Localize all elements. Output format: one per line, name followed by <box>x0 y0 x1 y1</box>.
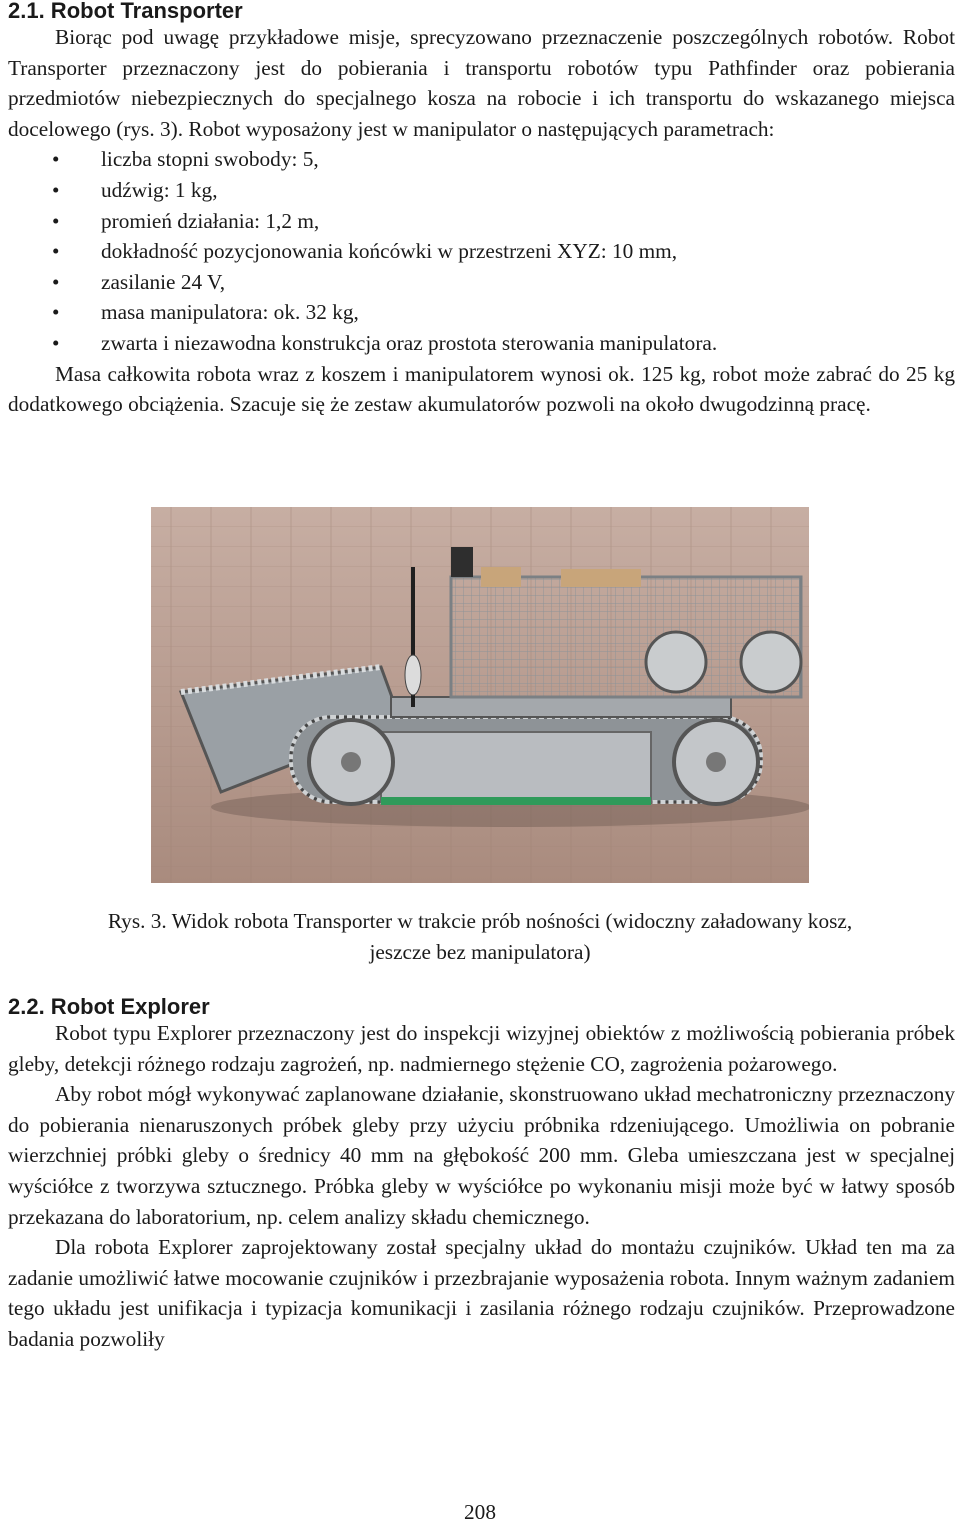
paragraph-transporter-intro: Biorąc pod uwagę przykładowe misje, sprecyzowano przeznaczenie poszczególnych robotów. Robot Transporter przeznaczony jest do pobierania i transportu robotów typu Pathfinder oraz pobierania przedmiotów niebezpiecznych do specjalnego kosza na robocie i ich transportu do wskazanego miejsca docelowego (rys. 3). Robot wyposażony jest w manipulator o następujących parametrach: <box>8 25 955 141</box>
list-item: • masa manipulatora: ok. 32 kg, <box>8 297 955 328</box>
figure-robot-photo <box>151 507 809 883</box>
section-heading-transporter: 2.1. Robot Transporter <box>8 0 243 23</box>
pathfinder-wheel <box>741 632 801 692</box>
paragraph-explorer-sensors: Dla robota Explorer zaprojektowany został specjalny układ do montażu czujników. Układ ten ma za zadanie umożliwić łatwe mocowanie czujników i przezbrajanie wyposażenia robota. Innym ważnym zadaniem tego układu jest unifikacja i typizacja komunikacji i zasilania różnego rodzaju czujników. Przeprowadzone badania pozwoliły <box>8 1235 955 1351</box>
chassis-box <box>381 732 651 802</box>
list-item: • zwarta i niezawodna konstrukcja oraz prostota sterowania manipulatora. <box>8 328 955 359</box>
cardboard-box <box>561 569 641 587</box>
bullet-icon: • <box>52 239 60 264</box>
bullet-icon: • <box>52 208 60 233</box>
bullet-icon: • <box>52 269 60 294</box>
list-item: • promień działania: 1,2 m, <box>8 206 955 237</box>
paragraph-explorer-intro: Robot typu Explorer przeznaczony jest do inspekcji wizyjnej obiektów z możliwością pobierania próbek gleby, detekcji różnego rodzaju zagrożeń, np. nadmiernego stężenie CO, zagrożenia pożarowego. <box>8 1021 955 1076</box>
top-deck <box>391 697 731 717</box>
robot-transporter-illustration <box>151 507 809 883</box>
cardboard-box <box>481 567 521 587</box>
list-item: • udźwig: 1 kg, <box>8 175 955 206</box>
paragraph-explorer-soil: Aby robot mógł wykonywać zaplanowane działanie, skonstruowano układ mechatroniczny przeznaczony do pobierania nienaruszonych próbek gleby przy użyciu próbnika rdzeniującego. Umożliwia on pobranie wierzchniej próbki gleby o średnicy 40 mm na głębokość 200 mm. Gleba umieszczana jest w specjalnej wyściółce z tworzywa sztucznego. Próbka gleby w wyściółce po wykonaniu misji może być w łatwy sposób przekazana do laboratorium, np. celem analizy składu chemicznego. <box>8 1082 955 1229</box>
paragraph-transporter-mass: Masa całkowita robota wraz z koszem i manipulatorem wynosi ok. 125 kg, robot może zabrać do 25 kg dodatkowego obciążenia. Szacuje się że zestaw akumulatorów pozwoli na około dwugodzinną pracę. <box>8 361 955 417</box>
list-item: • dokładność pozycjonowania końcówki w przestrzeni XYZ: 10 mm, <box>8 236 955 267</box>
section-explorer <box>8 996 955 1355</box>
camera <box>451 547 473 577</box>
bullet-icon: • <box>52 147 60 172</box>
figure-caption: Rys. 3. Widok robota Transporter w trakcie prób nośności (widoczny załadowany kosz, jeszcze bez manipulatora) <box>107 909 853 964</box>
list-item: • zasilanie 24 V, <box>8 267 955 298</box>
section-heading-explorer: 2.2. Robot Explorer <box>8 994 210 1019</box>
bullet-icon: • <box>52 177 60 202</box>
bullet-icon: • <box>52 300 60 325</box>
bullet-icon: • <box>52 330 60 355</box>
manipulator-parameters-list <box>8 144 955 358</box>
section-transporter <box>8 0 955 420</box>
page-number: 208 <box>464 1500 496 1524</box>
list-item: • liczba stopni swobody: 5, <box>8 144 955 175</box>
pathfinder-wheel <box>646 632 706 692</box>
green-trim <box>381 797 651 805</box>
